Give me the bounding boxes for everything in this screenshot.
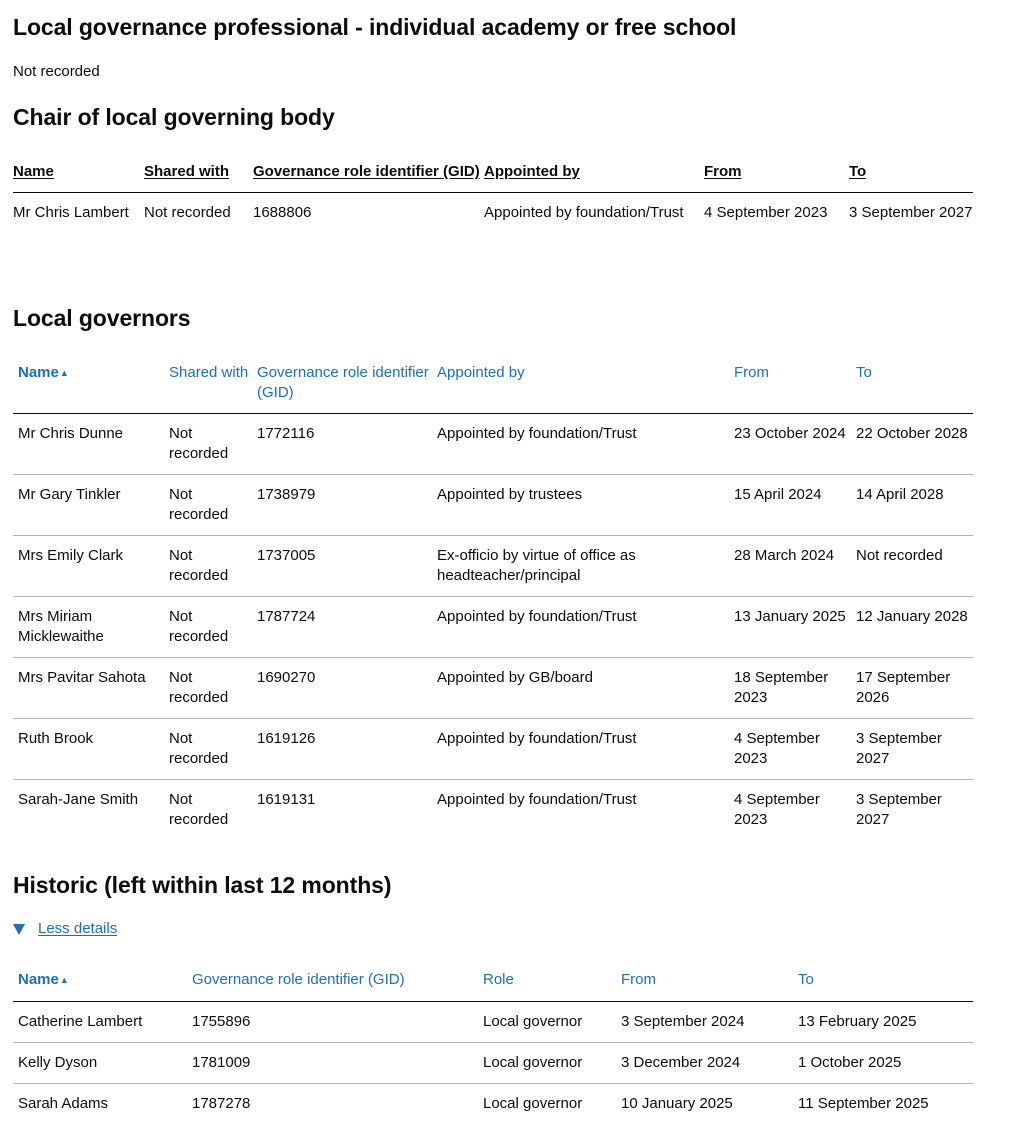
cell-role: Local governor — [478, 1002, 616, 1043]
cell-gid: 1690270 — [252, 658, 432, 719]
cell-from: 4 September 2023 — [734, 791, 820, 828]
cell-to: 3 September 2027 — [856, 791, 942, 828]
chair-col-from: From — [704, 162, 849, 193]
sort-label: Name — [18, 364, 59, 381]
cell-gid: 1787724 — [252, 597, 432, 658]
chair-table — [13, 162, 973, 253]
historic-sort-name[interactable] — [13, 970, 187, 1002]
cell-name: Mrs Emily Clark — [13, 536, 164, 597]
cell-gid: 1688806 — [253, 204, 312, 221]
lgp-value: Not recorded — [13, 63, 100, 80]
chair-header-row — [13, 162, 973, 193]
cell-appointed-by: Appointed by GB/board — [432, 658, 729, 719]
governors-sort-to[interactable]: To — [851, 363, 973, 414]
cell-gid: 1738979 — [252, 475, 432, 536]
table-row — [13, 536, 973, 597]
table-row — [13, 780, 973, 841]
cell-appointed-by: Appointed by foundation/Trust — [484, 204, 684, 221]
historic-sort-from[interactable]: From — [616, 970, 793, 1002]
historic-sort-gid[interactable]: Governance role identifier (GID) — [187, 970, 478, 1002]
cell-appointed-by: Appointed by foundation/Trust — [432, 719, 729, 780]
cell-to: 12 January 2028 — [851, 597, 973, 658]
cell-to: 13 February 2025 — [793, 1002, 973, 1043]
cell-name: Mr Gary Tinkler — [13, 475, 164, 536]
table-row — [13, 475, 973, 536]
cell-from: 18 September 2023 — [729, 658, 851, 719]
cell-gid: 1781009 — [187, 1043, 478, 1084]
cell-from: 3 September 2024 — [616, 1002, 793, 1043]
historic-table — [13, 970, 973, 1125]
cell-from: 10 January 2025 — [621, 1095, 733, 1112]
governors-sort-appointed-by[interactable]: Appointed by — [432, 363, 729, 414]
sort-ascending-icon: ▲ — [59, 975, 69, 985]
cell-name: Mrs Miriam Micklewaithe — [13, 597, 164, 658]
cell-shared-with: Not recorded — [169, 791, 229, 828]
cell-name: Mr Chris Dunne — [13, 414, 164, 475]
cell-shared-with: Not recorded — [164, 719, 252, 780]
sort-ascending-icon: ▲ — [59, 368, 69, 378]
chair-heading: Chair of local governing body — [13, 104, 335, 130]
cell-gid: 1619131 — [257, 791, 316, 808]
chair-col-appointed-by: Appointed by — [484, 162, 704, 193]
cell-appointed-by: Appointed by foundation/Trust — [432, 597, 729, 658]
cell-to: 11 September 2025 — [798, 1095, 929, 1112]
local-governors-table — [13, 363, 973, 841]
local-governors-heading: Local governors — [13, 305, 191, 331]
table-row — [13, 1043, 973, 1084]
table-row — [13, 719, 973, 780]
table-row — [13, 597, 973, 658]
governors-header-row — [13, 363, 973, 414]
cell-shared-with: Not recorded — [144, 204, 231, 221]
cell-appointed-by: Appointed by foundation/Trust — [432, 414, 729, 475]
table-row — [13, 1002, 973, 1043]
details-toggle[interactable] — [13, 919, 117, 939]
historic-sort-to[interactable]: To — [793, 970, 973, 1002]
governors-sort-shared-with[interactable]: Shared with — [164, 363, 252, 414]
governors-sort-from[interactable]: From — [729, 363, 851, 414]
cell-gid: 1619126 — [252, 719, 432, 780]
cell-shared-with: Not recorded — [164, 597, 252, 658]
chair-col-shared-with: Shared with — [144, 162, 253, 193]
table-row — [13, 1084, 973, 1125]
cell-name: Sarah Adams — [18, 1095, 109, 1112]
cell-from: 13 January 2025 — [729, 597, 851, 658]
table-row — [13, 193, 973, 253]
cell-appointed-by: Appointed by trustees — [432, 475, 729, 536]
chair-col-to: To — [849, 162, 973, 193]
governors-sort-name[interactable] — [13, 363, 164, 414]
historic-header-row — [13, 970, 973, 1002]
cell-role: Local governor — [483, 1095, 583, 1112]
cell-name: Mrs Pavitar Sahota — [13, 658, 164, 719]
cell-to: 17 September 2026 — [851, 658, 973, 719]
cell-shared-with: Not recorded — [164, 414, 252, 475]
cell-from: 4 September 2023 — [729, 719, 851, 780]
cell-from: 3 December 2024 — [616, 1043, 793, 1084]
cell-to: 3 September 2027 — [849, 204, 973, 221]
chair-col-name: Name — [13, 162, 144, 193]
cell-appointed-by: Appointed by foundation/Trust — [437, 791, 637, 808]
cell-name: Kelly Dyson — [13, 1043, 187, 1084]
cell-to: 1 October 2025 — [793, 1043, 973, 1084]
cell-shared-with: Not recorded — [164, 475, 252, 536]
sort-label: Name — [18, 971, 59, 988]
cell-from: 28 March 2024 — [729, 536, 851, 597]
chair-col-gid: Governance role identifier (GID) — [253, 162, 484, 193]
cell-gid: 1787278 — [192, 1095, 251, 1112]
cell-from: 4 September 2023 — [704, 204, 828, 221]
governors-sort-gid[interactable]: Governance role identifier (GID) — [252, 363, 432, 414]
cell-shared-with: Not recorded — [164, 536, 252, 597]
cell-to: 3 September 2027 — [851, 719, 973, 780]
table-row — [13, 658, 973, 719]
cell-name: Mr Chris Lambert — [13, 204, 129, 221]
cell-appointed-by: Ex-officio by virtue of office as headteacher/principal — [432, 536, 729, 597]
cell-to: Not recorded — [851, 536, 973, 597]
cell-from: 15 April 2024 — [729, 475, 851, 536]
historic-sort-role[interactable]: Role — [478, 970, 616, 1002]
cell-gid: 1755896 — [187, 1002, 478, 1043]
cell-to: 14 April 2028 — [851, 475, 973, 536]
table-row — [13, 414, 973, 475]
cell-gid: 1737005 — [252, 536, 432, 597]
less-details-link[interactable]: Less details — [38, 920, 118, 937]
historic-heading: Historic (left within last 12 months) — [13, 872, 392, 898]
cell-name: Sarah-Jane Smith — [18, 791, 139, 808]
cell-name: Catherine Lambert — [13, 1002, 187, 1043]
triangle-down-icon — [13, 924, 25, 935]
cell-role: Local governor — [478, 1043, 616, 1084]
cell-name: Ruth Brook — [13, 719, 164, 780]
cell-shared-with: Not recorded — [164, 658, 252, 719]
cell-to: 22 October 2028 — [851, 414, 973, 475]
cell-from: 23 October 2024 — [729, 414, 851, 475]
lgp-heading: Local governance professional - individual academy or free school — [13, 14, 737, 40]
cell-gid: 1772116 — [252, 414, 432, 475]
